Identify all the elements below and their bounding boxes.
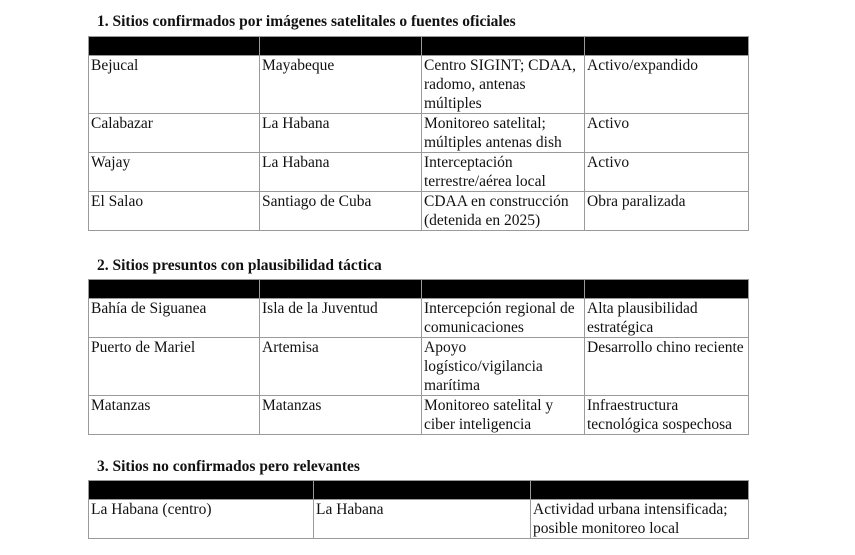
cell-province: Santiago de Cuba	[260, 192, 422, 231]
cell-site: Wajay	[89, 153, 260, 192]
header-cell	[314, 481, 531, 500]
cell-site: Matanzas	[89, 396, 260, 435]
section-1-title: 1. Sitios confirmados por imágenes satelitales o fuentes oficiales	[97, 13, 516, 30]
cell-status: Activo/expandido	[585, 56, 749, 114]
header-cell	[89, 37, 260, 56]
cell-status: Infraestructura tecnológica sospechosa	[585, 396, 749, 435]
table-header-row	[89, 280, 749, 299]
cell-function: Monitoreo satelital; múltiples antenas dish	[422, 114, 585, 153]
cell-province: La Habana	[260, 114, 422, 153]
header-cell	[89, 280, 260, 299]
section-2-title: 2. Sitios presuntos con plausibilidad táctica	[97, 257, 382, 274]
cell-site: El Salao	[89, 192, 260, 231]
cell-function: Intercepción regional de comunicaciones	[422, 299, 585, 338]
cell-site: Puerto de Mariel	[89, 338, 260, 396]
cell-status: Obra paralizada	[585, 192, 749, 231]
cell-province: Artemisa	[260, 338, 422, 396]
table-confirmed-sites	[88, 36, 749, 231]
table-header-row	[89, 481, 749, 500]
cell-status: Activo	[585, 153, 749, 192]
header-cell	[260, 37, 422, 56]
table-row	[89, 192, 749, 231]
cell-site: Bejucal	[89, 56, 260, 114]
cell-function: CDAA en construcción (detenida en 2025)	[422, 192, 585, 231]
cell-site: Bahía de Siguanea	[89, 299, 260, 338]
cell-function: Monitoreo satelital y ciber inteligencia	[422, 396, 585, 435]
cell-status: Activo	[585, 114, 749, 153]
table-row	[89, 338, 749, 396]
cell-province: La Habana	[314, 500, 531, 539]
header-cell	[422, 280, 585, 299]
cell-status: Desarrollo chino reciente	[585, 338, 749, 396]
cell-province: Isla de la Juventud	[260, 299, 422, 338]
table-row	[89, 56, 749, 114]
table-unconfirmed-sites	[88, 480, 749, 539]
table-row	[89, 396, 749, 435]
table-row	[89, 299, 749, 338]
table-presumed-sites	[88, 279, 749, 435]
cell-site: Calabazar	[89, 114, 260, 153]
section-3-title: 3. Sitios no confirmados pero relevantes	[97, 458, 360, 475]
header-cell	[531, 481, 749, 500]
cell-function: Apoyo logístico/vigilancia marítima	[422, 338, 585, 396]
cell-province: Mayabeque	[260, 56, 422, 114]
cell-function: Actividad urbana intensificada; posible monitoreo local	[531, 500, 749, 539]
cell-function: Centro SIGINT; CDAA, radomo, antenas múltiples	[422, 56, 585, 114]
cell-site: La Habana (centro)	[89, 500, 314, 539]
table-row	[89, 153, 749, 192]
cell-status: Alta plausibilidad estratégica	[585, 299, 749, 338]
header-cell	[260, 280, 422, 299]
cell-province: Matanzas	[260, 396, 422, 435]
cell-function: Interceptación terrestre/aérea local	[422, 153, 585, 192]
header-cell	[89, 481, 314, 500]
cell-province: La Habana	[260, 153, 422, 192]
header-cell	[585, 280, 749, 299]
table-header-row	[89, 37, 749, 56]
table-row	[89, 500, 749, 539]
table-row	[89, 114, 749, 153]
header-cell	[585, 37, 749, 56]
header-cell	[422, 37, 585, 56]
